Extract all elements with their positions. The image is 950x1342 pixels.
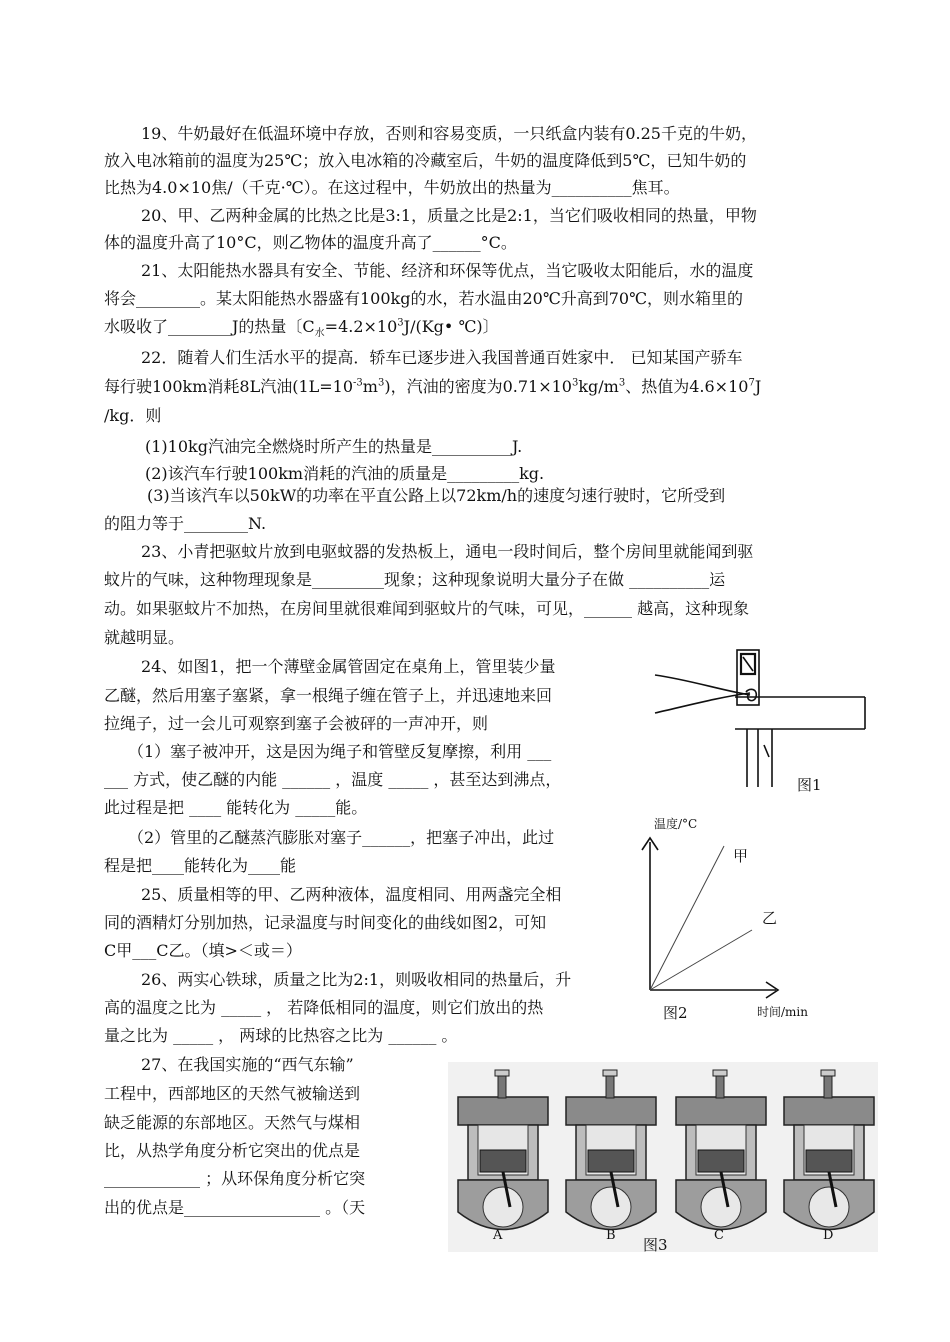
q21-line-2: 将会________。某太阳能热水器盛有100kg的水，若水温由20℃升高到70℃，则水箱里的 xyxy=(104,289,743,308)
q27-line-3: 缺乏能源的东部地区。天然气与煤相 xyxy=(104,1113,361,1132)
q22-part-1: (1)10kg汽油完全燃烧时所产生的热量是__________J. xyxy=(145,437,523,456)
q22-line-1: 22．随着人们生活水平的提高．轿车已逐步进入我国普通百姓家中． 已知某国产骄车 xyxy=(141,348,743,367)
q25-line-2: 同的酒精灯分别加热，记录温度与时间变化的曲线如图2，可知 xyxy=(104,913,547,932)
q22-line-3: /kg．则 xyxy=(104,406,162,425)
q22-part-2: (2)该汽车行驶100km消耗的汽油的质量是_________kg. xyxy=(145,464,545,483)
q23-line-4: 就越明显。 xyxy=(104,628,185,647)
q26-line-1: 26、两实心铁球，质量之比为2:1，则吸收相同的热量后，升 xyxy=(141,970,572,989)
q20-line-2: 体的温度升高了10°C，则乙物体的温度升高了______°C。 xyxy=(104,233,517,252)
q24-line-2: 乙醚，然后用塞子塞紧，拿一根绳子缠在管子上，并迅速地来回 xyxy=(104,686,553,705)
q23-line-3: 动。如果驱蚊片不加热，在房间里就很难闻到驱蚊片的气味，可见，______ 越高，这种现象 xyxy=(104,599,750,618)
figure-2-caption: 图2 xyxy=(663,1004,688,1022)
q27-line-5: ____________ ；从环保角度分析它突 xyxy=(104,1169,366,1188)
q25-line-3: C甲___C乙。（填>＜或＝） xyxy=(104,941,302,960)
figure-3-caption: 图3 xyxy=(643,1236,668,1254)
figure-2-y-axis-label: 温度/°C xyxy=(654,817,698,831)
q26-line-2: 高的温度之比为 _____ ， 若降低相同的温度，则它们放出的热 xyxy=(104,998,544,1017)
figure-3-label-b: B xyxy=(606,1228,616,1243)
q20-line-1: 20、甲、乙两种金属的比热之比是3:1，质量之比是2:1，当它们吸收相同的热量，甲物 xyxy=(141,206,757,225)
figure-2-x-axis-label: 时间/min xyxy=(757,1005,808,1019)
q24-line-1: 24、如图1，把一个薄壁金属管固定在桌角上，管里装少量 xyxy=(141,657,556,676)
figure-2-series-jia: 甲 xyxy=(733,847,749,865)
q23-line-2: 蚊片的气味，这种物理现象是_________现象；这种现象说明大量分子在做 __________运 xyxy=(104,570,726,589)
q21-line-1: 21、太阳能热水器具有安全、节能、经济和环保等优点，当它吸收太阳能后，水的温度 xyxy=(141,261,754,280)
q26-line-3: 量之比为 _____ ， 两球的比热容之比为 ______ 。 xyxy=(104,1026,458,1045)
q19-line-1: 19、牛奶最好在低温环境中存放，否则和容易变质，一只纸盒内装有0.25千克的牛奶， xyxy=(141,124,757,143)
figure-2-series-yi: 乙 xyxy=(762,909,778,927)
q22-part-3b: 的阻力等于________N. xyxy=(104,514,267,533)
q24-line-3: 拉绳子，过一会儿可观察到塞子会被砰的一声冲开，则 xyxy=(104,714,489,733)
q25-line-1: 25、质量相等的甲、乙两种液体，温度相同、用两盏完全相 xyxy=(141,885,562,904)
q27-line-6: 出的优点是_________________ 。（天 xyxy=(104,1198,366,1217)
q24-part-1c: 此过程是把 ____ 能转化为 _____能。 xyxy=(104,798,368,817)
q24-part-2a: （2）管里的乙醚蒸汽膨胀对塞子______，把塞子冲出，此过 xyxy=(128,828,555,847)
q22-line-2: 每行驶100km消耗8L汽油$(1L=10^{-3}m^3)$，汽油的密度为$0.71\times 10^3kg/m^3$、热值为$4.6\times 10^7J$ xyxy=(104,377,762,396)
q27-line-4: 比，从热学角度分析它突出的优点是 xyxy=(104,1141,361,1160)
q22-part-3: (3)当该汽车以50kW的功率在平直公路上以72km/h的速度匀速行驶时，它所受到 xyxy=(147,486,726,505)
figure-1-tube-apparatus xyxy=(650,645,870,795)
q19-line-2: 放入电冰箱前的温度为25℃；放入电冰箱的冷藏室后，牛奶的温度降低到5℃，已知牛奶的 xyxy=(104,151,747,170)
q21-line-3: 水吸收了________J的热量〔$C_水=4.2\times 10^3J/(Kg•$ ℃)〕 xyxy=(104,317,499,340)
q27-line-1: 27、在我国实施的“西气东输” xyxy=(141,1055,354,1074)
q24-part-1b: ___ 方式，使乙醚的内能 ______ ，温度 _____ ，甚至达到沸点， xyxy=(104,770,562,789)
q19-line-3: 比热为4.0×10焦/（千克·℃）。在这过程中，牛奶放出的热量为__________焦耳。 xyxy=(104,178,680,197)
q24-part-1a: （1）塞子被冲开，这是因为绳子和管壁反复摩擦，利用 ___ xyxy=(128,742,552,761)
q27-line-2: 工程中，西部地区的天然气被输送到 xyxy=(104,1084,361,1103)
figure-3-label-c: C xyxy=(714,1228,724,1243)
q23-line-1: 23、小青把驱蚊片放到电驱蚊器的发热板上，通电一段时间后，整个房间里就能闻到驱 xyxy=(141,542,754,561)
q24-part-2b: 程是把____能转化为____能 xyxy=(104,856,297,875)
figure-2-graph xyxy=(636,832,806,1002)
figure-1-caption: 图1 xyxy=(797,776,822,794)
figure-3-label-a: A xyxy=(493,1228,503,1243)
figure-3-engine-strokes xyxy=(448,1062,878,1252)
figure-3-label-d: D xyxy=(823,1228,834,1243)
